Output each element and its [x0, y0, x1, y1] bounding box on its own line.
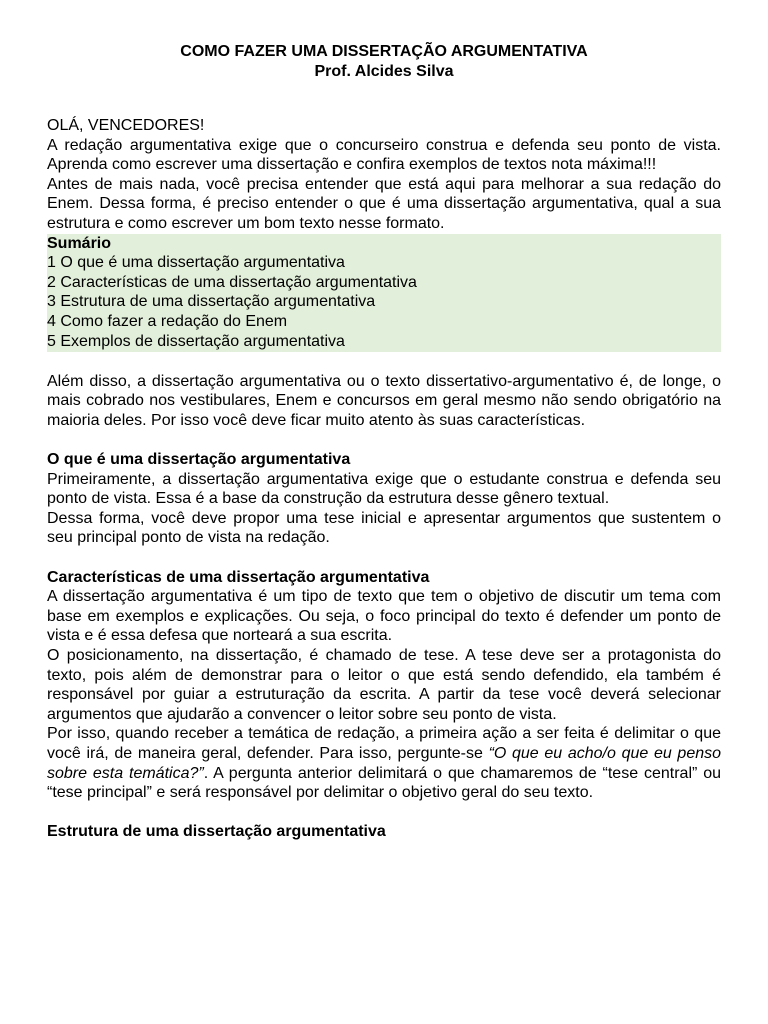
- section2-paragraph-2: O posicionamento, na dissertação, é chamado de tese. A tese deve ser a protagonista do texto, pois além de demonstrar para o leitor o que está sendo defendido, ela também é responsável por guiar a estruturação da escrita. A partir da tese você deverá selecionar argumentos que ajudarão a convencer o leitor sobre seu ponto de vista.: [47, 647, 721, 723]
- summary-item: 2 Características de uma dissertação argumentativa: [47, 273, 417, 291]
- section-heading-structure: Estrutura de uma dissertação argumentativa: [47, 823, 386, 841]
- summary-item: 5 Exemplos de dissertação argumentativa: [47, 332, 345, 350]
- summary-item: 1 O que é uma dissertação argumentativa: [47, 254, 345, 272]
- summary-item: 4 Como fazer a redação do Enem: [47, 312, 288, 330]
- intro-paragraph-2: Antes de mais nada, você precisa entender que está aqui para melhorar a sua redação do Enem. Dessa forma, é preciso entender o que é uma dissertação argumentativa, qual a sua estrutura e como escrever um bom texto nesse formato.: [47, 175, 721, 232]
- section-heading-what-is: O que é uma dissertação argumentativa: [47, 451, 351, 469]
- body-paragraph: Além disso, a dissertação argumentativa ou o texto dissertativo-argumentativo é, de longe, o mais cobrado nos vestibulares, Enem e concursos em geral mesmo não sendo obrigatório na maioria deles. Por isso você deve ficar muito atento às suas características.: [47, 372, 721, 429]
- section2-p3-quote: “O que eu acho/o que eu penso sobre esta temática?”: [47, 745, 722, 782]
- section1-paragraph-2: Dessa forma, você deve propor uma tese inicial e apresentar argumentos que sustentem o seu principal ponto de vista na redação.: [47, 509, 721, 547]
- section2-p3-end: . A pergunta anterior delimitará o que chamaremos de “tese central” ou “tese principal” e será responsável por delimitar o objetivo geral do seu texto.: [47, 764, 721, 802]
- greeting: OLÁ, VENCEDORES!: [47, 117, 205, 134]
- summary-item: 3 Estrutura de uma dissertação argumentativa: [47, 293, 376, 311]
- document-author: Prof. Alcides Silva: [314, 63, 454, 80]
- section1-paragraph-1: Primeiramente, a dissertação argumentativa exige que o estudante construa e defenda seu ponto de vista. Essa é a base da construção da estrutura desse gênero textual.: [47, 470, 721, 508]
- document-title: COMO FAZER UMA DISSERTAÇÃO ARGUMENTATIVA: [180, 43, 588, 60]
- summary-box: [47, 234, 721, 353]
- section-heading-characteristics: Características de uma dissertação argumentativa: [47, 568, 430, 586]
- intro-paragraph-1: A redação argumentativa exige que o concurseiro construa e defenda seu ponto de vista. Aprenda como escrever uma dissertação e confira exemplos de textos nota máxima!!!: [47, 136, 721, 174]
- section2-paragraph-1: A dissertação argumentativa é um tipo de texto que tem o objetivo de discutir um tema com base em exemplos e explicações. Ou seja, o foco principal do texto é defender um ponto de vista e é essa defesa que norteará a sua escrita.: [47, 588, 721, 645]
- summary-title: Sumário: [47, 234, 112, 252]
- section2-p3-start: Por isso, quando receber a temática de redação, a primeira ação a ser feita é delimitar o que você irá, de maneira geral, defender. Para isso, pergunte-se: [47, 725, 721, 762]
- section2-paragraph-3: [47, 724, 721, 802]
